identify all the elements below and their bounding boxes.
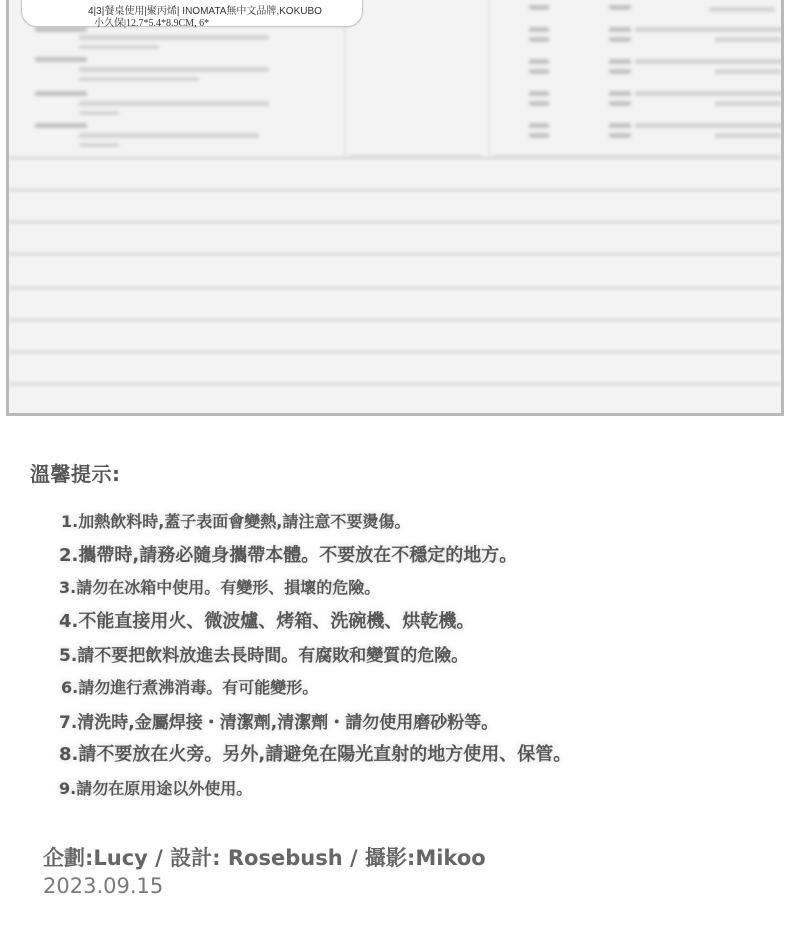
blurred-text (79, 35, 269, 40)
table-divider (349, 155, 481, 156)
blurred-text (529, 27, 549, 32)
blurred-text (635, 91, 784, 96)
blurred-text (79, 77, 199, 81)
blurred-text (609, 59, 631, 64)
blurred-text (609, 123, 631, 128)
blurred-text (79, 45, 159, 49)
publish-date: 2023.09.15 (43, 874, 164, 898)
table-row-line (9, 189, 781, 191)
blurred-text (529, 59, 549, 64)
blurred-text (529, 37, 549, 42)
blurred-text (79, 143, 119, 147)
tip-item: 8.請不要放在火旁。另外,請避免在陽光直射的地方使用、保管。 (59, 744, 572, 765)
blurred-text (609, 133, 631, 138)
blurred-text (709, 7, 775, 12)
tip-item: 4.不能直接用火、微波爐、烤箱、洗碗機、烘乾機。 (59, 611, 475, 632)
blurred-text (715, 69, 781, 74)
tip-item: 9.請勿在原用途以外使用。 (59, 779, 253, 798)
tip-item: 6.請勿進行煮沸消毒。有可能變形。 (61, 678, 319, 697)
blurred-text (609, 27, 631, 32)
table-column-divider (489, 0, 490, 159)
blurred-text (635, 123, 784, 128)
tip-item: 2.攜帶時,請務必隨身攜帶本體。不要放在不穩定的地方。 (59, 545, 518, 566)
blurred-text (609, 69, 631, 74)
table-row-line (9, 253, 781, 255)
tip-item: 7.清洗時,金屬焊接・清潔劑,清潔劑・請勿使用磨砂粉等。 (59, 713, 499, 733)
blurred-text (609, 101, 631, 106)
blurred-text (715, 37, 781, 42)
blurred-text (529, 123, 549, 128)
table-divider (493, 155, 781, 156)
blurred-text (715, 101, 781, 106)
table-row-line (9, 383, 781, 385)
blurred-text (529, 101, 549, 106)
tip-item: 1.加熱飲料時,蓋子表面會變熱,請注意不要燙傷。 (61, 512, 411, 531)
tip-item: 3.請勿在冰箱中使用。有變形、損壞的危險。 (59, 578, 381, 597)
blurred-text (715, 133, 781, 138)
blurred-text (529, 133, 549, 138)
tip-item: 5.請不要把飲料放進去長時間。有腐敗和變質的危險。 (59, 646, 469, 666)
spec-sheet-image (6, 0, 784, 416)
spec-card-line-2: 小久保|12.7*5.4*8.9CM, 6* (94, 18, 210, 29)
blurred-text (609, 91, 631, 96)
blurred-text (529, 69, 549, 74)
blurred-text (35, 91, 87, 96)
blurred-text (79, 101, 269, 106)
spec-detail-card (21, 0, 363, 27)
blurred-text (35, 123, 87, 128)
table-row-line (9, 157, 781, 159)
blurred-text (635, 27, 784, 32)
blurred-text (529, 5, 549, 10)
blurred-text (79, 133, 259, 138)
blurred-text (79, 111, 119, 115)
spec-card-line-1: 4|3|餐桌使用|聚丙烯| INOMATA無中文品牌,KOKUBO (88, 6, 322, 17)
blurred-spec-table (9, 0, 781, 413)
tips-title: 溫馨提示: (30, 462, 121, 486)
blurred-text (609, 5, 631, 10)
blurred-text (609, 37, 631, 42)
blurred-text (35, 57, 87, 62)
table-row-line (9, 319, 781, 321)
credits-line: 企劃:Lucy / 設計: Rosebush / 攝影:Mikoo (43, 846, 486, 870)
table-row-line (9, 287, 781, 289)
blurred-text (35, 27, 87, 32)
blurred-text (529, 91, 549, 96)
table-row-line (9, 351, 781, 353)
blurred-text (635, 59, 784, 64)
blurred-text (79, 67, 269, 72)
table-row-line (9, 221, 781, 223)
